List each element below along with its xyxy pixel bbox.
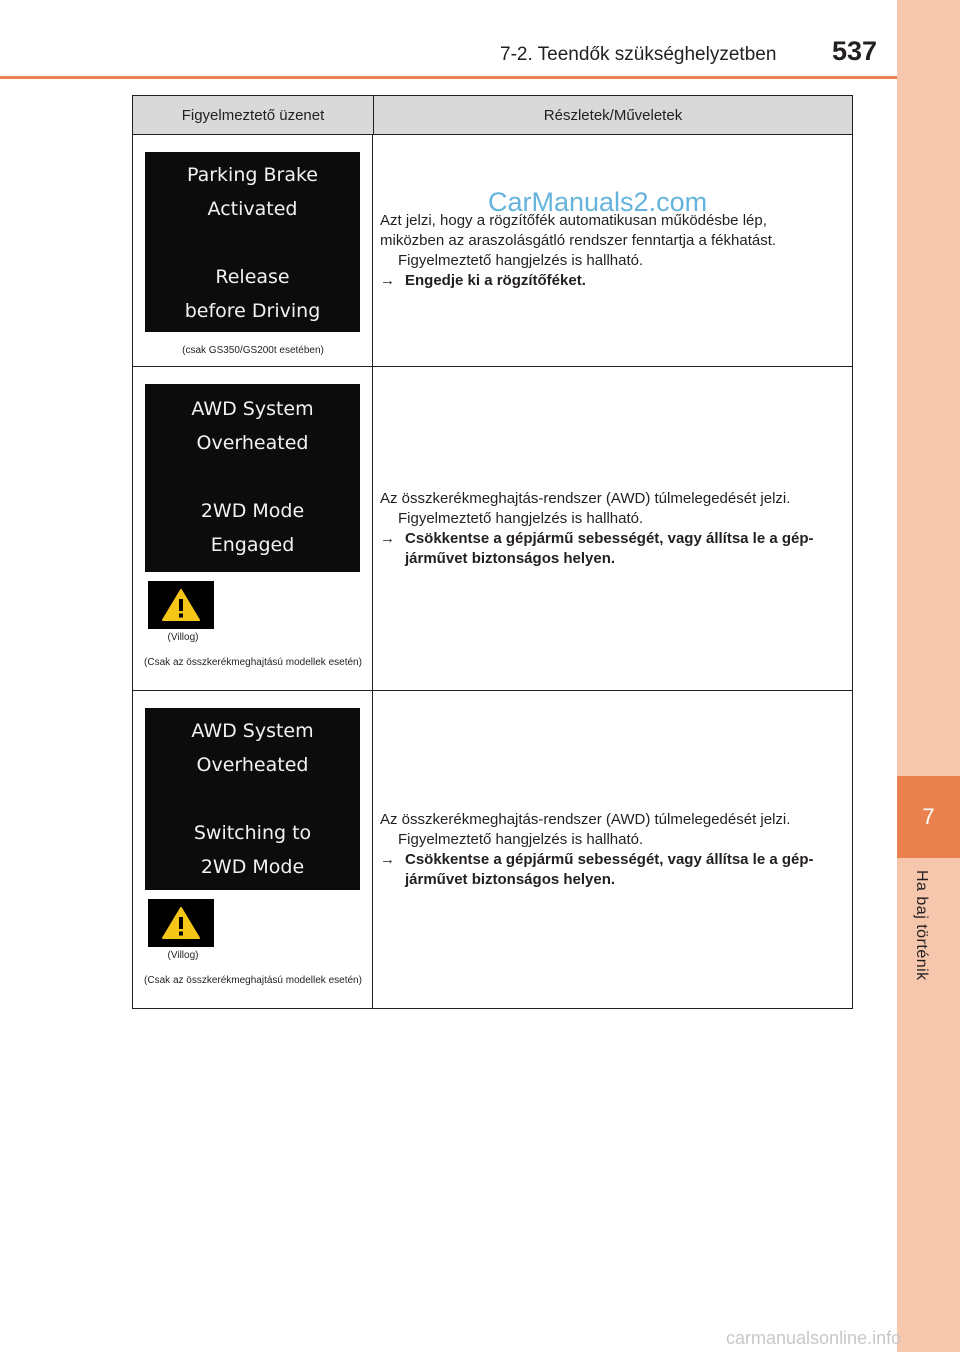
col-header-details: Részletek/Műveletek (543, 106, 683, 124)
sound-note: Figyelmeztető hangjelzés is hallható. (398, 251, 644, 269)
col-header-message: Figyelmeztető üzenet (133, 96, 374, 134)
action-line (380, 271, 844, 291)
message-cell (133, 135, 373, 366)
sound-note: Figyelmeztető hangjelzés is hallható. (398, 830, 644, 848)
display-screen (145, 152, 360, 332)
screen-line: before Driving (184, 300, 321, 322)
arrow-icon: → (380, 850, 395, 868)
action-text: Csökkentse a gépjármű sebességét, vagy állítsa le a gép- (405, 529, 814, 547)
arrow-icon: → (380, 271, 395, 289)
section-title: 7-2. Teendők szükséghelyzetben (500, 44, 777, 65)
table-row (133, 691, 852, 1008)
screen-line: 2WD Mode (200, 856, 305, 878)
screen-line: Overheated (196, 432, 309, 454)
screen-line: Switching to (193, 822, 312, 844)
table-row (133, 367, 852, 691)
warning-triangle-icon (148, 899, 214, 947)
action-text: járművet biztonságos helyen. (405, 549, 616, 567)
sound-note: Figyelmeztető hangjelzés is hallható. (398, 509, 644, 527)
chapter-title: Ha baj történik (913, 870, 930, 981)
description: miközben az araszolásgátló rendszer fenntartja a fékhatást. (380, 231, 777, 249)
action-line (380, 850, 844, 870)
action-text: járművet biztonságos helyen. (405, 870, 616, 888)
model-note: (Csak az összkerékmeghajtású modellek esetén) (144, 975, 362, 986)
header-divider (0, 76, 897, 79)
details-cell (373, 135, 852, 366)
message-cell (133, 691, 373, 1008)
action-line (380, 529, 844, 549)
side-tab (897, 0, 960, 1352)
warning-triangle-icon (148, 581, 214, 629)
footer-watermark: carmanualsonline.info (726, 1328, 902, 1348)
description: Az összkerékmeghajtás-rendszer (AWD) túlmelegedését jelzi. (380, 810, 791, 828)
description: Az összkerékmeghajtás-rendszer (AWD) túlmelegedését jelzi. (380, 489, 791, 507)
details-cell (373, 691, 852, 1008)
blink-label: (Villog) (167, 950, 199, 961)
arrow-icon: → (380, 529, 395, 547)
page-number: 537 (832, 36, 878, 66)
table-header (133, 96, 852, 135)
blink-label: (Villog) (167, 632, 199, 643)
message-cell (133, 367, 373, 690)
model-note: (Csak az összkerékmeghajtású modellek esetén) (144, 657, 362, 668)
action-text: Engedje ki a rögzítőféket. (405, 271, 586, 289)
screen-line: Overheated (196, 754, 309, 776)
model-note: (csak GS350/GS200t esetében) (182, 345, 324, 356)
screen-line: Engaged (210, 534, 295, 556)
screen-line: Release (215, 266, 290, 288)
chapter-number[interactable]: 7 (897, 776, 960, 858)
action-text: Csökkentse a gépjármű sebességét, vagy állítsa le a gép- (405, 850, 814, 868)
watermark-link[interactable]: CarManuals2.com (488, 187, 708, 217)
screen-line: AWD System (191, 398, 314, 420)
screen-line: Parking Brake (187, 164, 318, 186)
screen-line: AWD System (191, 720, 314, 742)
description: Azt jelzi, hogy a rögzítőfék automatikusan működésbe lép, (380, 211, 767, 229)
table-row (133, 135, 852, 367)
screen-line: Activated (207, 198, 298, 220)
details-cell (373, 367, 852, 690)
screen-line: 2WD Mode (200, 500, 305, 522)
display-screen (145, 708, 360, 890)
warning-table (132, 95, 853, 1009)
display-screen (145, 384, 360, 572)
